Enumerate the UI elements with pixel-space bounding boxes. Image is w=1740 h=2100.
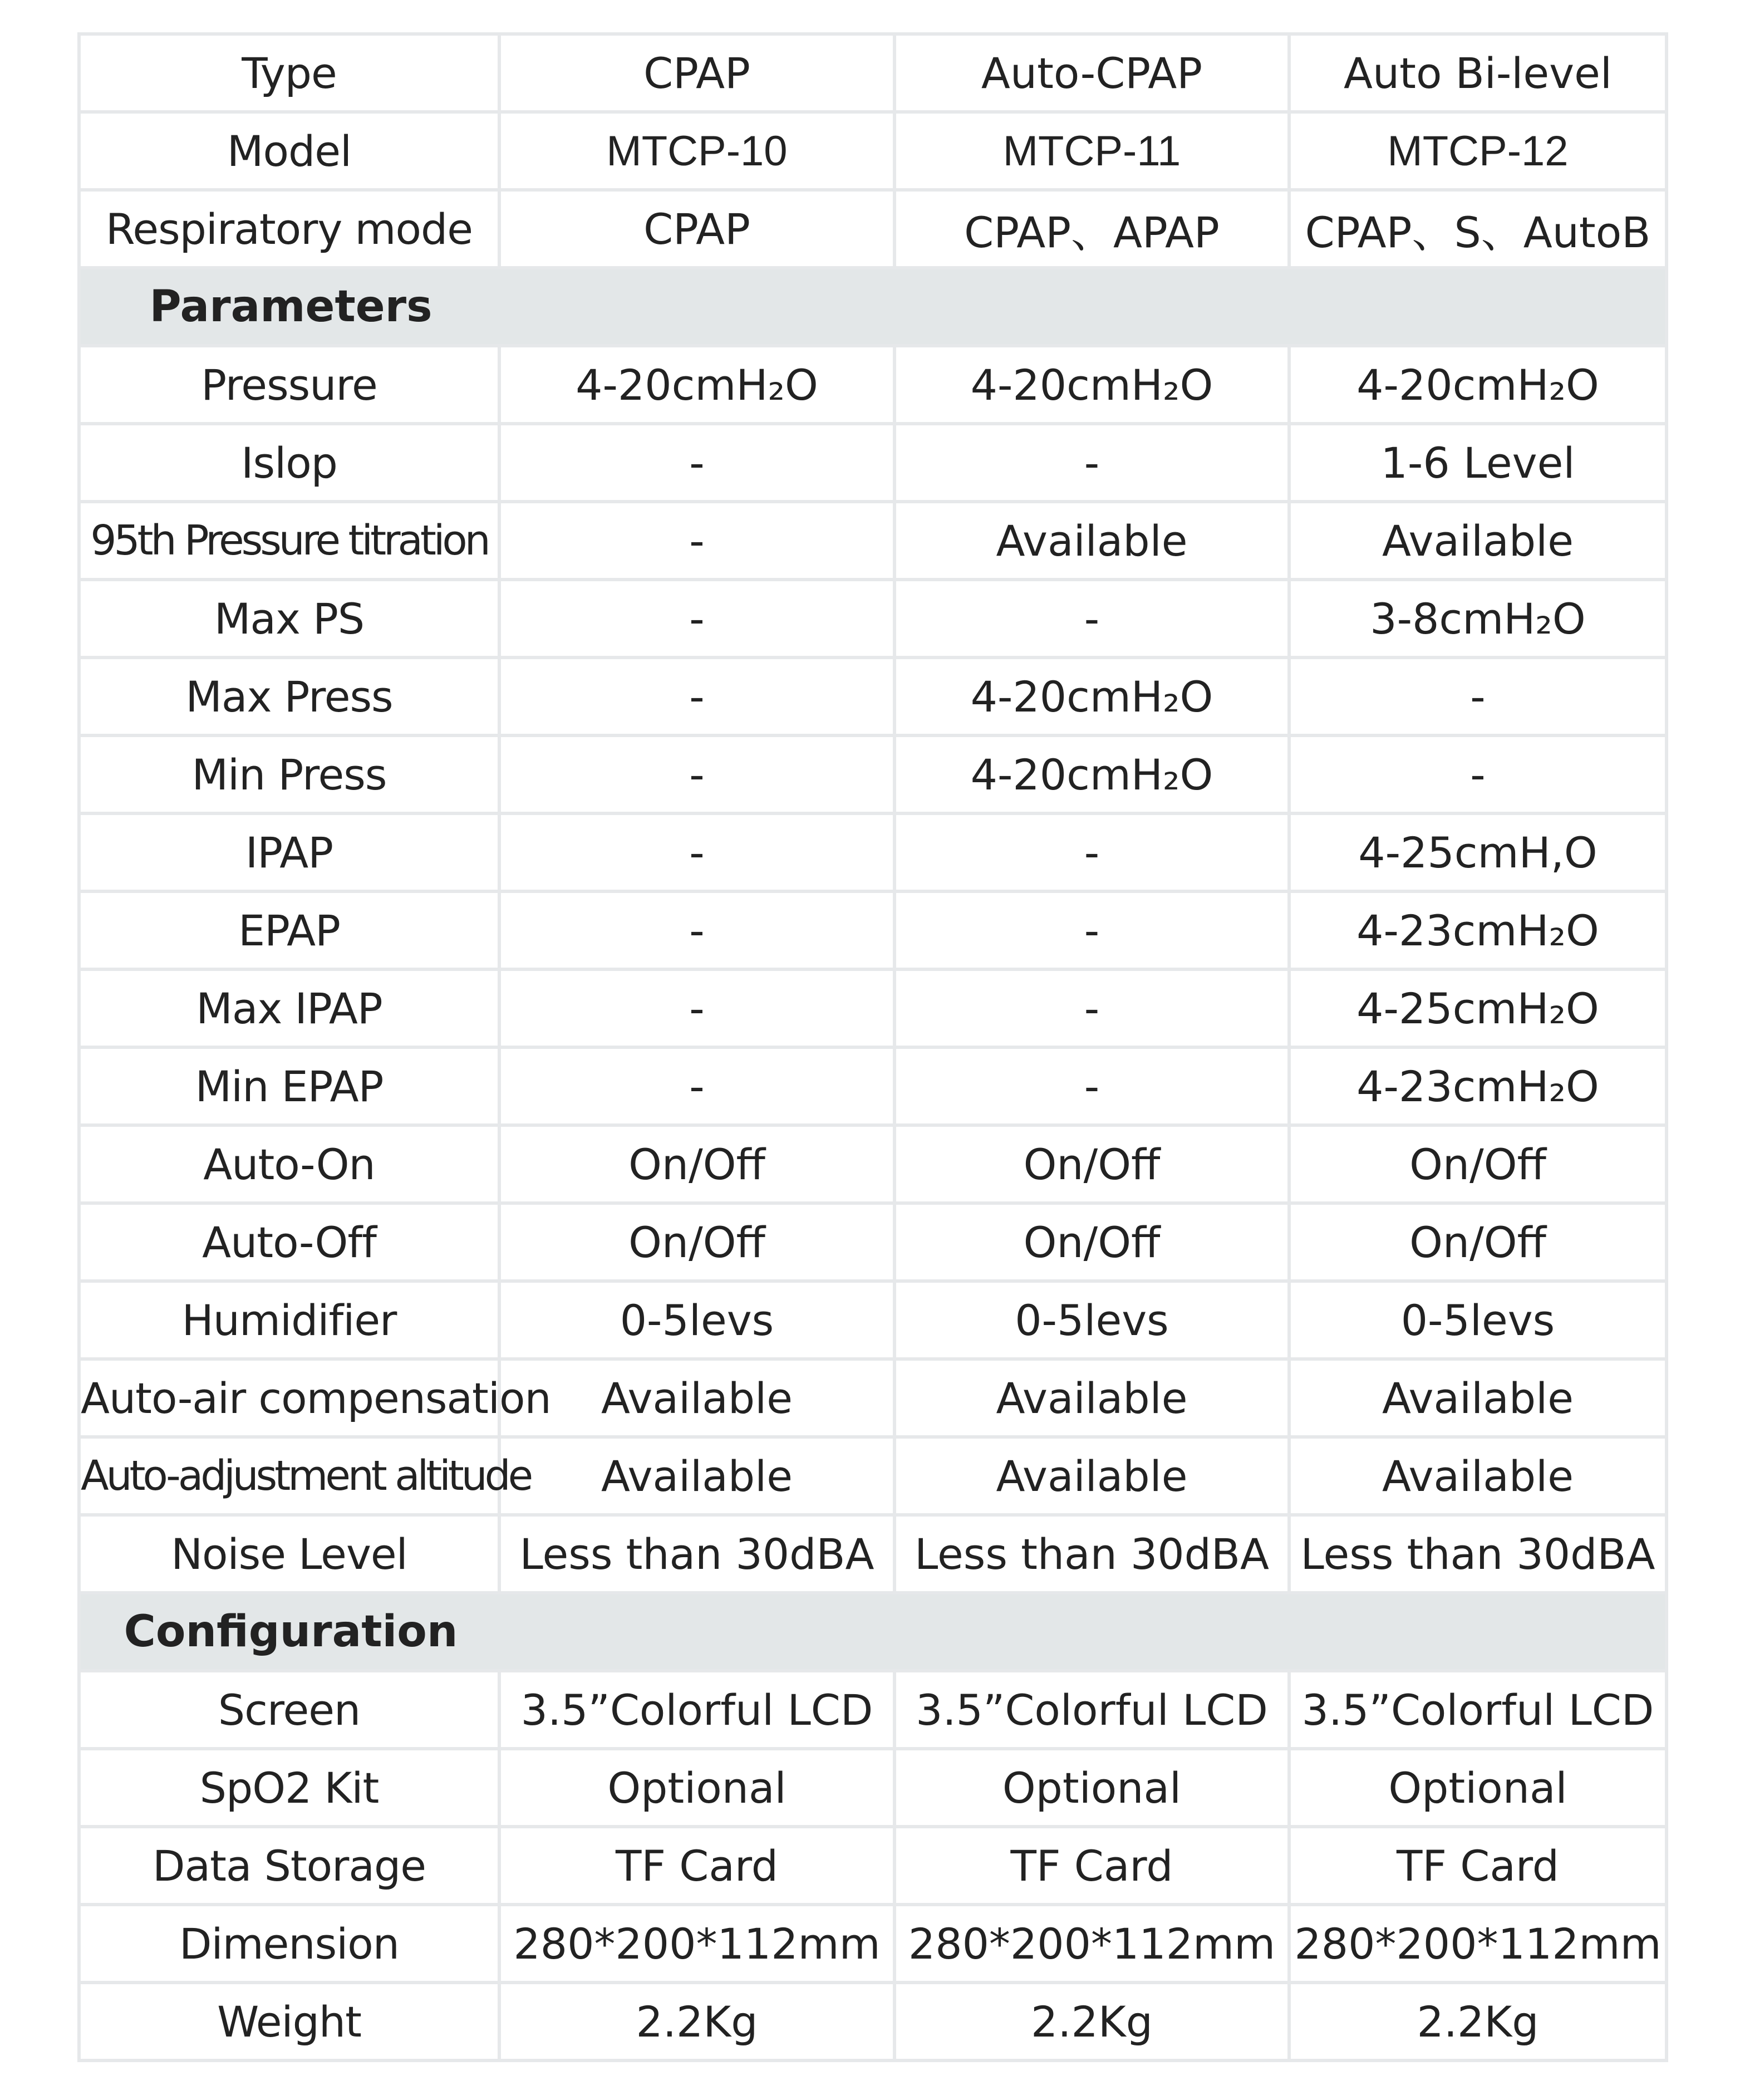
row-label: Auto-Off — [79, 1203, 499, 1281]
cell-value: - — [499, 1047, 894, 1125]
table-row — [79, 658, 1667, 735]
cell-value: TF Card — [499, 1827, 894, 1905]
cell-value: Less than 30dBA — [499, 1515, 894, 1593]
cell-value: 280*200*112mm — [894, 1905, 1289, 1983]
cell-value: Optional — [499, 1749, 894, 1827]
row-label: Respiratory mode — [79, 190, 499, 268]
row-label: IPAP — [79, 813, 499, 891]
cell-value: MTCP-10 — [499, 112, 894, 190]
cell-value: 280*200*112mm — [1289, 1905, 1667, 1983]
cell-value: 0-5levs — [1289, 1281, 1667, 1359]
cell-value: 4-25cmH,O — [1289, 813, 1667, 891]
cell-value: - — [499, 658, 894, 735]
row-label: Max PS — [79, 580, 499, 658]
cell-value: Available — [499, 1437, 894, 1515]
cell-value: Auto Bi-level — [1289, 34, 1667, 112]
cell-value: 4-20cmH₂O — [894, 346, 1289, 424]
cell-value: CPAP — [499, 190, 894, 268]
row-label: Weight — [79, 1983, 499, 2060]
table-row-model — [79, 112, 1667, 190]
table-row — [79, 813, 1667, 891]
table-row — [79, 502, 1667, 580]
row-label: Data Storage — [79, 1827, 499, 1905]
table-row — [79, 346, 1667, 424]
cell-value: 4-20cmH₂O — [499, 346, 894, 424]
row-label: Islop — [79, 424, 499, 502]
cell-value: 3-8cmH₂O — [1289, 580, 1667, 658]
cell-value: 2.2Kg — [499, 1983, 894, 2060]
row-label: EPAP — [79, 891, 499, 969]
cell-value: 1-6 Level — [1289, 424, 1667, 502]
cell-value: On/Off — [1289, 1125, 1667, 1203]
cell-value: On/Off — [894, 1125, 1289, 1203]
cell-value: 280*200*112mm — [499, 1905, 894, 1983]
cell-value: - — [894, 969, 1289, 1047]
cell-value: - — [499, 891, 894, 969]
table-row — [79, 1671, 1667, 1749]
cell-value: MTCP-12 — [1289, 112, 1667, 190]
cell-value: 4-20cmH₂O — [894, 735, 1289, 813]
cell-value: 3.5”Colorful LCD — [894, 1671, 1289, 1749]
cell-value: MTCP-11 — [894, 112, 1289, 190]
cell-value: 2.2Kg — [1289, 1983, 1667, 2060]
row-label: Auto-On — [79, 1125, 499, 1203]
table-row — [79, 1047, 1667, 1125]
section-header-cell — [79, 268, 1667, 346]
table-row — [79, 1281, 1667, 1359]
table-row — [79, 424, 1667, 502]
section-title: Configuration — [124, 1607, 458, 1657]
section-header — [79, 268, 1667, 346]
cell-value: - — [499, 502, 894, 580]
cell-value: CPAP — [499, 34, 894, 112]
cell-value: 4-23cmH₂O — [1289, 891, 1667, 969]
cell-value: - — [499, 813, 894, 891]
cell-value: Less than 30dBA — [1289, 1515, 1667, 1593]
cell-value: - — [1289, 658, 1667, 735]
section-header — [79, 1593, 1667, 1671]
cell-value: Auto-CPAP — [894, 34, 1289, 112]
cell-value: Available — [894, 1437, 1289, 1515]
cell-value: 0-5levs — [894, 1281, 1289, 1359]
cell-value: Available — [894, 1359, 1289, 1437]
cell-value: - — [499, 424, 894, 502]
cell-value: 4-20cmH₂O — [894, 658, 1289, 735]
cell-value: On/Off — [894, 1203, 1289, 1281]
cell-value: CPAP、APAP — [894, 190, 1289, 268]
row-label: Humidifier — [79, 1281, 499, 1359]
table-row — [79, 1437, 1667, 1515]
cell-value: - — [1289, 735, 1667, 813]
row-label: Dimension — [79, 1905, 499, 1983]
table-row-respiratory-mode — [79, 190, 1667, 268]
cell-value: TF Card — [894, 1827, 1289, 1905]
table-row — [79, 735, 1667, 813]
row-label: Screen — [79, 1671, 499, 1749]
cell-value: On/Off — [1289, 1203, 1667, 1281]
section-header-cell — [79, 1593, 1667, 1671]
spec-table — [77, 32, 1668, 2062]
row-label: Max Press — [79, 658, 499, 735]
cell-value: 4-25cmH₂O — [1289, 969, 1667, 1047]
cell-value: 2.2Kg — [894, 1983, 1289, 2060]
row-label: Model — [79, 112, 499, 190]
cell-value: 3.5”Colorful LCD — [499, 1671, 894, 1749]
cell-value: Optional — [1289, 1749, 1667, 1827]
cell-value: Available — [1289, 502, 1667, 580]
section-title: Parameters — [149, 282, 432, 332]
row-label: Pressure — [79, 346, 499, 424]
cell-value: Available — [1289, 1359, 1667, 1437]
cell-value: - — [894, 424, 1289, 502]
cell-value: On/Off — [499, 1203, 894, 1281]
row-label: Auto-air compensation — [79, 1359, 499, 1437]
cell-value: - — [894, 1047, 1289, 1125]
cell-value: TF Card — [1289, 1827, 1667, 1905]
cell-value: Less than 30dBA — [894, 1515, 1289, 1593]
table-row-type — [79, 34, 1667, 112]
cell-value: Optional — [894, 1749, 1289, 1827]
cell-value: Available — [894, 502, 1289, 580]
row-label: 95th Pressure titration — [79, 502, 499, 580]
table-row — [79, 969, 1667, 1047]
row-label: SpO2 Kit — [79, 1749, 499, 1827]
table-row — [79, 891, 1667, 969]
cell-value: On/Off — [499, 1125, 894, 1203]
table-row — [79, 1749, 1667, 1827]
cell-value: - — [894, 813, 1289, 891]
table-row — [79, 1983, 1667, 2060]
row-label: Min EPAP — [79, 1047, 499, 1125]
cell-value: - — [499, 735, 894, 813]
row-label: Min Press — [79, 735, 499, 813]
row-label: Max IPAP — [79, 969, 499, 1047]
cell-value: Available — [1289, 1437, 1667, 1515]
cell-value: - — [499, 969, 894, 1047]
row-label: Type — [79, 34, 499, 112]
table-row — [79, 1359, 1667, 1437]
table-row — [79, 580, 1667, 658]
cell-value: CPAP、S、AutoB — [1289, 190, 1667, 268]
row-label: Auto-adjustment altitude — [79, 1437, 499, 1515]
cell-value: - — [499, 580, 894, 658]
cell-value: Available — [499, 1359, 894, 1437]
cell-value: - — [894, 580, 1289, 658]
table-row — [79, 1515, 1667, 1593]
table-row — [79, 1905, 1667, 1983]
cell-value: - — [894, 891, 1289, 969]
table-row — [79, 1125, 1667, 1203]
cell-value: 3.5”Colorful LCD — [1289, 1671, 1667, 1749]
table-row — [79, 1203, 1667, 1281]
table-row — [79, 1827, 1667, 1905]
cell-value: 4-23cmH₂O — [1289, 1047, 1667, 1125]
cell-value: 4-20cmH₂O — [1289, 346, 1667, 424]
row-label: Noise Level — [79, 1515, 499, 1593]
spec-table-body — [79, 34, 1667, 2060]
cell-value: 0-5levs — [499, 1281, 894, 1359]
